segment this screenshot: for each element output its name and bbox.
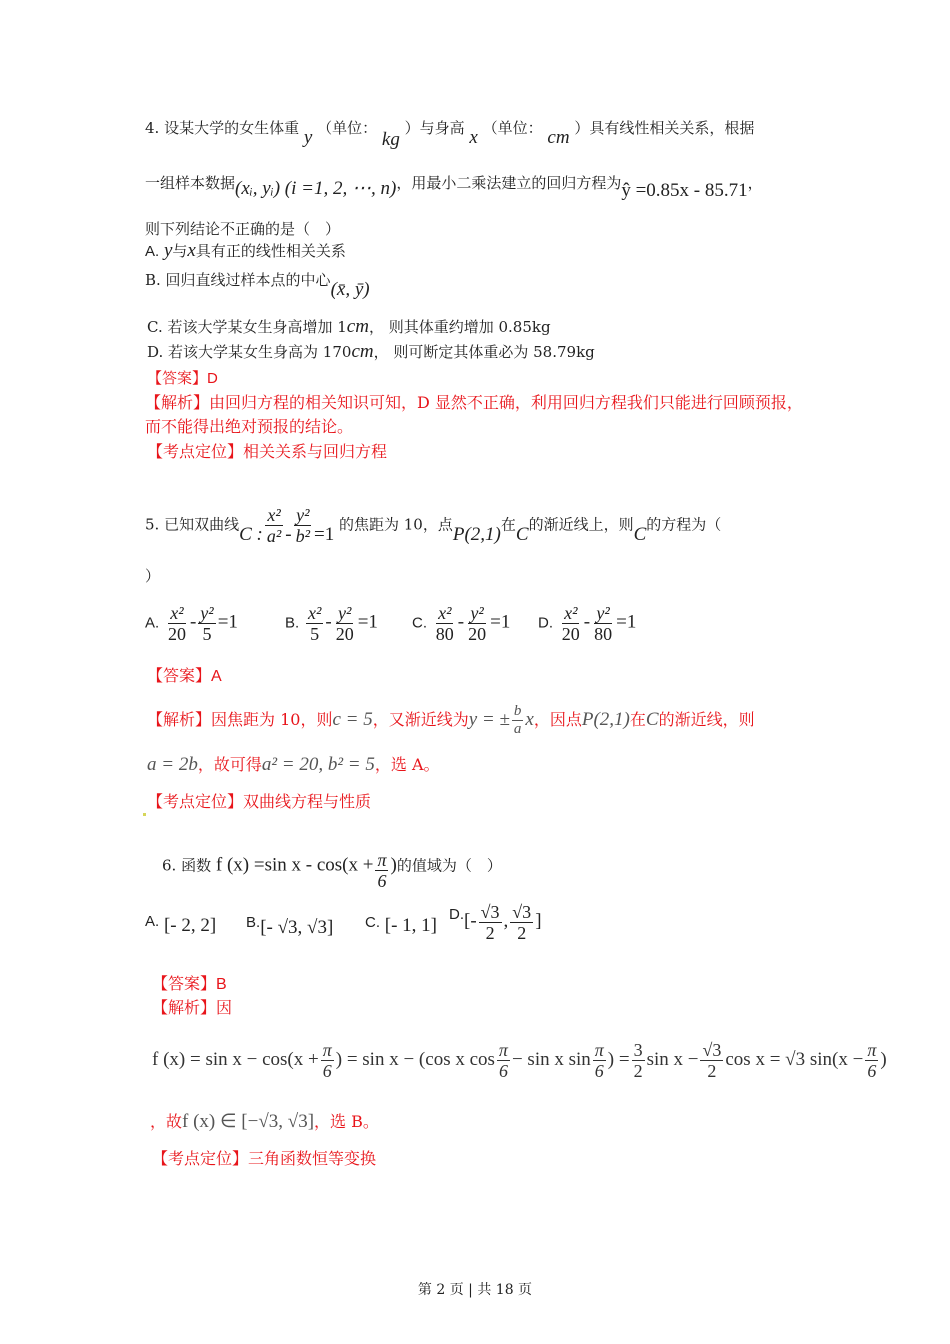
math: - [285,523,292,545]
denominator: 6 [867,1061,877,1081]
math: C [515,523,529,545]
q5-option-b: B. $\frac{\text{x²}}{5}$ - $\frac{\text{y²}}{20}$ =1 [285,603,378,644]
numerator: π [594,1040,604,1060]
numerator: x² [170,603,184,623]
q5-topic: 【考点定位】双曲线方程与性质 [147,792,372,811]
label: B. [246,914,261,931]
math: y [303,127,313,148]
numerator: y² [200,603,214,623]
text: 【答案】 [152,974,217,993]
math: f (x) =sin x - cos(x + [215,854,374,876]
fraction [321,1040,334,1081]
text: 具有正的线性相关关系 [195,242,346,260]
numerator: y² [296,505,310,525]
fraction [512,703,524,738]
q4-option-a [145,241,346,262]
math: y = ± [468,709,510,730]
equals: =1 [357,611,378,633]
q5-option-a: A. $\frac{\text{x²}}{20}$ - $\frac{\text{y²}}{5}$ =1 [145,603,238,644]
numerator: √3 [512,902,532,922]
text: ，选 A。 [374,755,440,774]
denominator: 6 [377,871,387,891]
math: y [163,240,173,261]
denominator: 5 [310,624,320,644]
q6-option-b [246,912,334,938]
fraction [497,1040,510,1081]
text: ）与身高 [404,119,465,137]
math: x [187,240,196,261]
q5-answer [147,666,222,687]
text: ）具有线性相关关系，根据 [574,119,755,137]
q4-stem-line1 [145,118,755,150]
numerator: π [322,1040,332,1060]
q6-derivation [152,1040,887,1081]
equals: =1 [490,611,511,633]
label: C. [365,914,380,931]
math: P(2,1) [581,709,630,730]
math: c = 5 [332,709,373,730]
q4-stem-line2 [145,173,763,201]
denominator: 20 [561,624,580,644]
text: ，用最小二乘法建立的回归方程为 [396,174,622,192]
q6-option-c [365,912,438,936]
denominator: a² [266,526,282,546]
math: cm [346,316,369,337]
math: (xᵢ, yᵢ) (i =1, 2, ⋯, n) [235,178,397,199]
page-footer: 第 2 页 | 共 18 页 [417,1282,533,1298]
math: cm [547,127,570,148]
q4-option-c [147,317,551,337]
text: 5. 已知双曲线 [145,515,240,534]
fraction [265,505,283,546]
q6-topic: 【考点定位】三角函数恒等变换 [152,1149,377,1168]
math: f (x) = sin x − cos(x + [152,1049,319,1070]
text: ， 则其体重约增加 0.85kg [368,318,551,336]
math: x [525,709,534,730]
numerator: π [498,1040,508,1060]
fraction [479,902,502,943]
math: cos x = √3 sin(x − [725,1049,864,1070]
math: f (x) ∈ [−√3, √3] [182,1111,315,1132]
q5-stem-line2: ） [145,567,161,585]
denominator: 20 [468,624,487,644]
denominator: b² [295,526,310,546]
text: ， [747,174,763,192]
numerator: b [513,703,522,719]
fraction [593,1040,606,1081]
numerator: x² [438,603,452,623]
math: (x̄, ȳ) [330,279,370,300]
fraction [306,603,323,644]
math: P(2,1) [452,523,501,545]
math: =1 [313,523,335,545]
fraction [560,603,582,644]
denominator: 2 [707,1061,717,1081]
denominator: 80 [435,624,454,644]
fraction [198,603,215,644]
text: 6. 函数 [162,856,212,875]
numerator: x² [267,505,281,525]
math: ) [880,1049,887,1070]
q6-option-d: D.[- $\frac{√3}{2}$ , $\frac{√3}{2}$ ] [449,902,542,943]
math: [- [464,910,477,932]
denominator: 2 [633,1061,643,1081]
denominator: 2 [517,923,527,943]
fraction [334,603,356,644]
math: C [633,523,647,545]
label: A. [145,243,160,260]
q6-option-a [145,912,217,936]
text: 的焦距为 10，点 [338,515,453,534]
denominator: 6 [594,1061,604,1081]
q5-analysis [147,703,755,738]
text: （单位： [482,119,543,137]
denominator: 6 [498,1061,508,1081]
math: sin x − [646,1049,699,1070]
denominator: 20 [167,624,186,644]
q4-analysis-cont: 而不能得出绝对预报的结论。 [145,417,354,436]
fraction [700,1040,723,1081]
denominator: 5 [202,624,212,644]
answer-value: A [211,668,222,685]
numerator: π [867,1040,877,1060]
equals: =1 [616,611,637,633]
math: kg [381,129,400,150]
q4-answer [147,368,218,389]
numerator: x² [307,603,322,623]
denominator: 80 [594,624,613,644]
denominator: 6 [322,1061,332,1081]
q4-topic: 【考点定位】相关关系与回归方程 [147,442,388,461]
label: D. [538,614,553,632]
text: 在 [629,710,646,729]
math: ) = sin x − (cos x cos [335,1049,495,1070]
text: 的值域为（ ） [396,856,502,875]
numerator: π [377,850,387,870]
math: ) = [607,1049,630,1070]
option-value: [- √3, √3] [260,917,334,938]
q5-analysis-cont [147,755,440,775]
fraction [434,603,456,644]
fraction [166,603,188,644]
text: 的方程为（ [646,515,722,534]
fraction [375,850,388,891]
text: （单位： [317,119,378,137]
option-value: [- 1, 1] [384,915,438,936]
regression-equation: ŷ =0.85x - 85.71 [621,180,748,201]
fraction [510,902,533,943]
label: A. [145,614,160,632]
text: 4. 设某大学的女生体重 [145,119,300,137]
math: C [645,709,659,730]
text: 【解析】因焦距为 10，则 [147,710,333,729]
q5-stem-line1 [145,505,721,546]
math: ) [390,854,397,876]
label: C. [412,614,427,632]
equals: =1 [217,611,238,633]
numerator: y² [337,603,352,623]
math: a = 2b [147,754,198,775]
denominator: 20 [335,624,354,644]
label: D. [449,905,464,923]
text: 与 [172,242,188,260]
q6-answer [152,974,227,995]
text: ， 则可断定其体重必为 58.79kg [373,343,595,361]
text: ，故 [150,1112,183,1131]
text: ，又渐近线为 [372,710,469,729]
label: A. [145,913,160,930]
math: cm [351,341,374,362]
q4-stem-line3: 则下列结论不正确的是（ ） [145,220,341,238]
text: ，选 B。 [314,1112,379,1131]
text: 【答案】 [147,666,212,685]
numerator: y² [596,603,610,623]
text: 一组样本数据 [145,174,236,192]
math: x [469,127,478,148]
q6-conclusion [150,1112,379,1132]
q4-option-d [147,342,595,362]
numerator: y² [470,603,484,623]
numerator: √3 [480,902,500,922]
text: 的渐近线，则 [658,710,755,729]
denominator: 2 [485,923,495,943]
fraction [466,603,488,644]
answer-value: D [207,370,218,387]
fraction [632,1040,645,1081]
answer-value: B [216,976,227,993]
numerator: 3 [633,1040,643,1060]
stray-mark [143,813,146,816]
text: D. 若该大学某女生身高为 170 [147,343,352,361]
q4-analysis: 【解析】由回归方程的相关知识可知，D 显然不正确，利用回归方程我们只能进行回顾预报， [145,393,803,412]
q5-option-c: C. $\frac{\text{x²}}{80}$ - $\frac{\text{y²}}{20}$ =1 [412,603,511,644]
text: 的渐近线上，则 [528,515,634,534]
text: 【答案】 [147,369,208,387]
q6-stem [162,846,502,891]
q6-analysis: 【解析】因 [152,998,233,1017]
denominator: a [513,721,522,737]
fraction [865,1040,878,1081]
text: 在 [500,515,516,534]
q4-option-b [145,270,370,300]
math: ] [535,910,542,932]
label: B. [285,614,300,632]
math: a² = 20, b² = 5 [261,754,375,775]
text: C. 若该大学某女生身高增加 1 [147,318,347,336]
text: ，故可得 [197,755,262,774]
math: − sin x sin [511,1049,591,1070]
option-value: [- 2, 2] [163,915,217,936]
fraction [294,505,312,546]
numerator: √3 [702,1040,722,1060]
text: B. 回归直线过样本点的中心 [145,271,331,289]
fraction [592,603,614,644]
q5-option-d: D. $\frac{\text{x²}}{20}$ - $\frac{\text{y²}}{80}$ =1 [538,603,637,644]
text: ，因点 [533,710,582,729]
numerator: x² [564,603,578,623]
math: C : [239,523,263,545]
